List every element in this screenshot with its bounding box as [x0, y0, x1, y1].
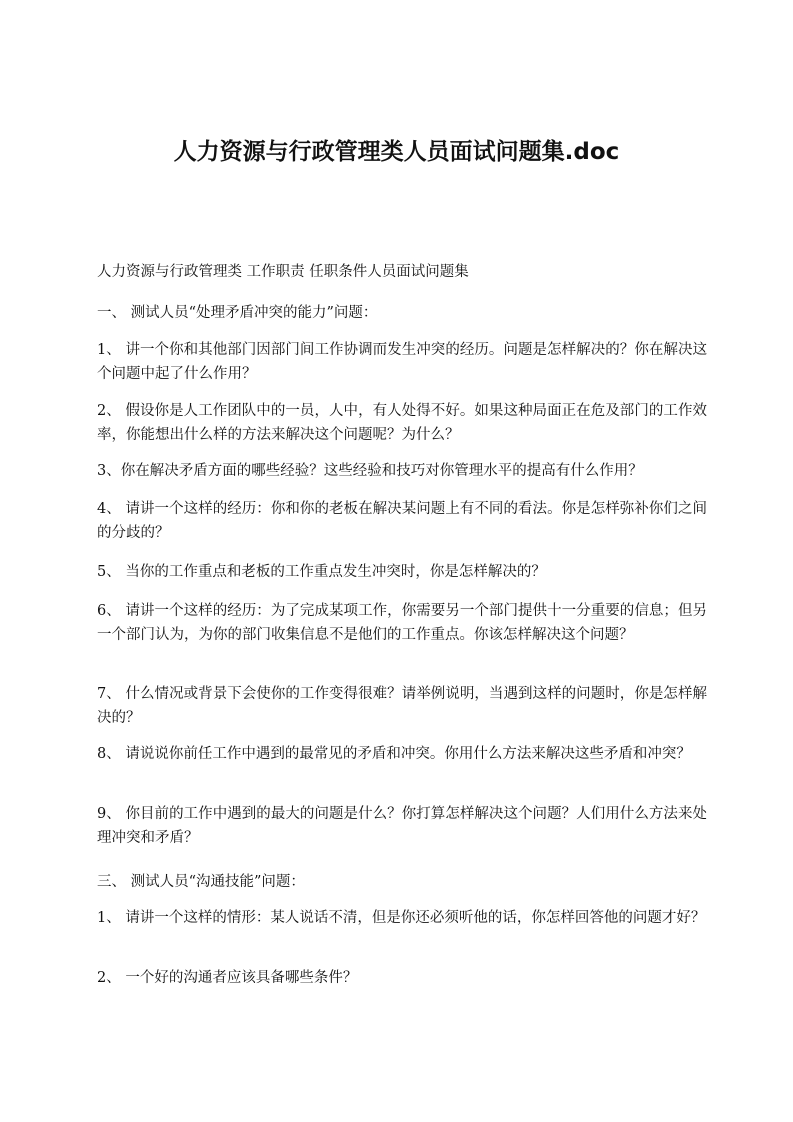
question-conflict-1: 1、 讲一个你和其他部门因部门间工作协调而发生冲突的经历。问题是怎样解决的？你在解决这个问题中起了什么作用？	[97, 342, 707, 382]
question-communication-1: 1、 请讲一个这样的情形：某人说话不清，但是你还必须听他的话，你怎样回答他的问题才好？	[97, 910, 706, 926]
section-heading-conflict: 一、 测试人员“处理矛盾冲突的能力”问题：	[97, 305, 378, 321]
question-conflict-6: 6、 请讲一个这样的经历：为了完成某项工作，你需要另一个部门提供十一分重要的信息；但另一个部门认为，为你的部门收集信息不是他们的工作重点。你该怎样解决这个问题？	[97, 603, 707, 643]
document-subtitle: 人力资源与行政管理类 工作职责 任职条件人员面试问题集	[97, 264, 469, 280]
document-title: 人力资源与行政管理类人员面试问题集.doc	[173, 139, 620, 165]
question-communication-2: 2、 一个好的沟通者应该具备哪些条件？	[97, 970, 358, 986]
question-conflict-5: 5、 当你的工作重点和老板的工作重点发生冲突时，你是怎样解决的？	[97, 564, 546, 580]
question-conflict-9: 9、 你目前的工作中遇到的最大的问题是什么？你打算怎样解决这个问题？人们用什么方法来处理冲突和矛盾？	[97, 806, 707, 846]
question-conflict-2: 2、 假设你是人工作团队中的一员，人中，有人处得不好。如果这种局面正在危及部门的工作效率，你能想出什么样的方法来解决这个问题呢？为什么？	[97, 403, 707, 443]
question-conflict-3: 3、你在解决矛盾方面的哪些经验？这些经验和技巧对你管理水平的提高有什么作用？	[97, 463, 643, 479]
section-heading-communication: 三、 测试人员“沟通技能”问题：	[97, 874, 305, 890]
question-conflict-4: 4、 请讲一个这样的经历：你和你的老板在解决某问题上有不同的看法。你是怎样弥补你们之间的分歧的？	[97, 501, 707, 541]
question-conflict-8: 8、 请说说你前任工作中遇到的最常见的矛盾和冲突。你用什么方法来解决这些矛盾和冲突？	[97, 746, 691, 762]
question-conflict-7: 7、 什么情况或背景下会使你的工作变得很难？请举例说明，当遇到这样的问题时，你是怎样解决的？	[97, 686, 707, 726]
